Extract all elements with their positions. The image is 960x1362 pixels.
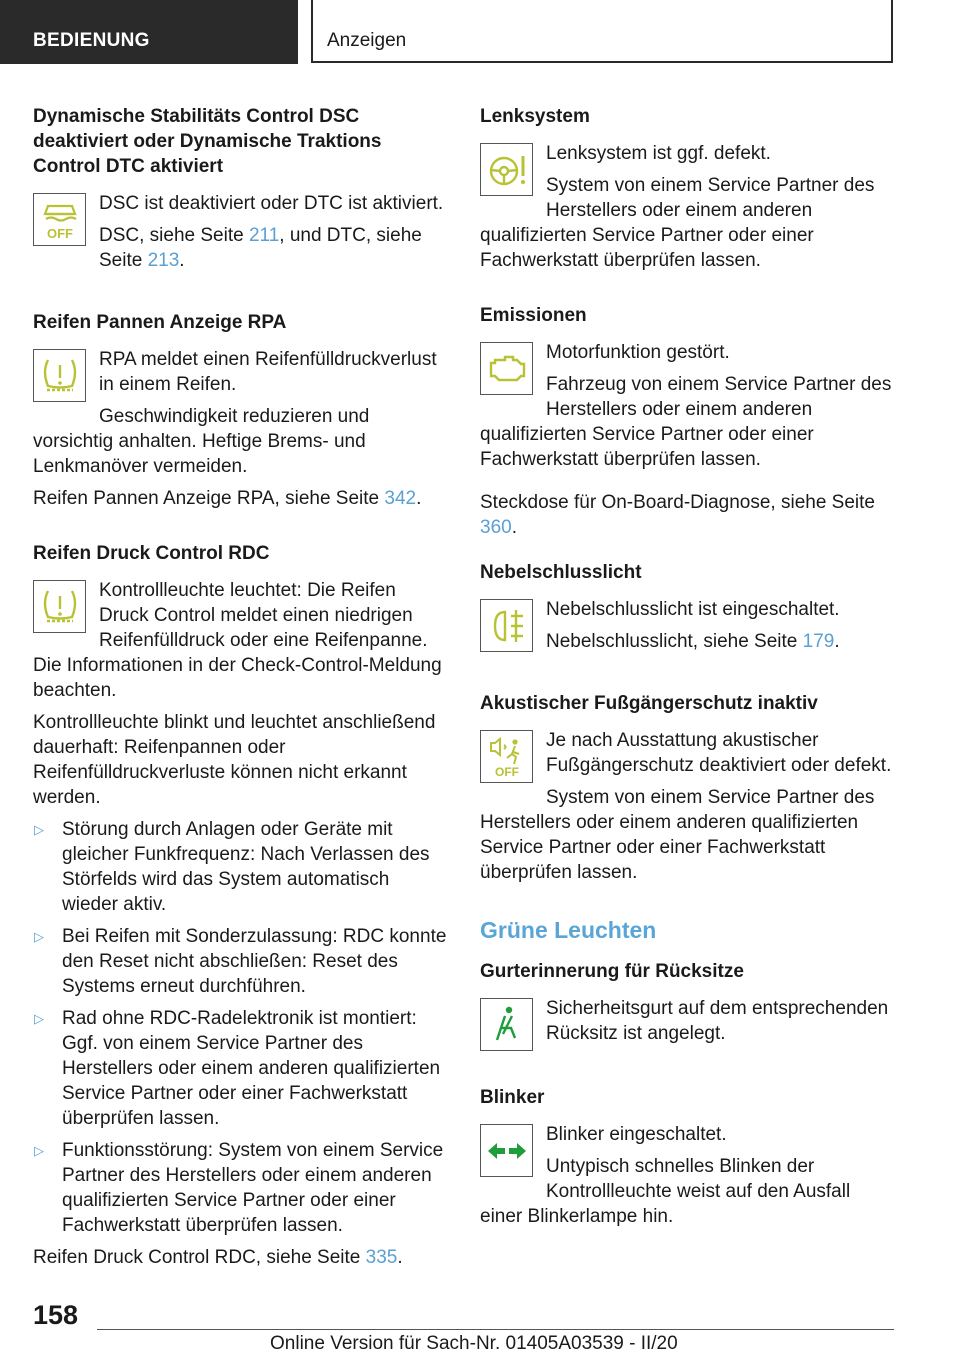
rdc-text-1: Kontrollleuchte leuchtet: Die Reifen Druck Control meldet einen niedrigen Reifenfülldruck oder eine Reifenpanne. Die Informationen in der Check-Control-Meldung beachten. — [33, 580, 442, 701]
gurt-title: Gurterinnerung für Rücksitze — [480, 961, 744, 982]
emis-title: Emissionen — [480, 305, 587, 326]
section-rdc — [33, 541, 449, 1270]
nebel-text-1: Nebelschlusslicht ist eingeschaltet. — [546, 599, 840, 620]
turn-signal-icon — [480, 1124, 533, 1177]
header-section — [0, 0, 298, 64]
footer-text: Online Version für Sach-Nr. 01405A03539 - II/20 — [270, 1333, 678, 1354]
tire-warning-icon — [33, 349, 86, 402]
section-lenksystem — [480, 104, 896, 273]
dsc-text-2: DSC, siehe Seite 211, und DTC, siehe Seite 213. — [99, 225, 422, 271]
gurt-text-1: Sicherheitsgurt auf dem entsprechenden Rücksitz ist angelegt. — [546, 998, 889, 1044]
svg-text:OFF: OFF — [46, 225, 73, 241]
dtc-page-link[interactable]: 213 — [147, 250, 180, 271]
right-column — [480, 104, 896, 1259]
dsc-title: Dynamische Stabilitäts Control DSC deaktiviert oder Dynamische Traktions Control DTC aktiviert — [33, 106, 382, 177]
section-blinker — [480, 1085, 896, 1229]
nebel-page-link[interactable]: 179 — [802, 631, 835, 652]
steering-warning-icon — [480, 143, 533, 196]
dsc-text-1: DSC ist deaktiviert oder DTC ist aktiviert. — [99, 193, 444, 214]
rpa-title: Reifen Pannen Anzeige RPA — [33, 312, 287, 333]
emis-page-link[interactable]: 360 — [480, 517, 512, 538]
section-rpa — [33, 310, 449, 511]
list-item: ▷ Rad ohne RDC-Radelektronik ist montiert: Ggf. von einem Service Partner des Herstellers oder einem anderen qualifizierten Service Partner oder einer Fachwerkstatt überprüfen lassen. — [34, 1008, 441, 1129]
emis-text-1: Motorfunktion gestört. — [546, 342, 730, 363]
emis-text-2: Fahrzeug von einem Service Partner des Herstellers oder einem anderen qualifizierten Service Partner oder einer Fachwerkstatt überprüfen lassen. — [480, 374, 892, 470]
page-number: 158 — [33, 1300, 79, 1330]
header-section-label: BEDIENUNG — [33, 30, 150, 51]
akust-text-2: System von einem Service Partner des Herstellers oder einem anderen qualifizierten Service Partner oder einer Fachwerkstatt überprüfen lassen. — [480, 787, 875, 883]
lenk-text-1: Lenksystem ist ggf. defekt. — [546, 143, 771, 164]
nebel-text-2: Nebelschlusslicht, siehe Seite 179. — [546, 631, 840, 652]
list-item: ▷ Störung durch Anlagen oder Geräte mit gleicher Funkfrequenz: Nach Verlassen des Störfelds wird das System automatisch wieder aktiv. — [34, 819, 430, 915]
akust-title: Akustischer Fußgängerschutz inaktiv — [480, 693, 818, 714]
nebel-title: Nebelschlusslicht — [480, 562, 642, 583]
pedestrian-off-icon — [480, 730, 533, 783]
section-akustik — [480, 691, 896, 885]
blink-title: Blinker — [480, 1087, 545, 1108]
rpa-text-1: RPA meldet einen Reifenfülldruckverlust in einem Reifen. — [99, 349, 437, 395]
rdc-title: Reifen Druck Control RDC — [33, 543, 270, 564]
rear-fog-icon — [480, 599, 533, 652]
section-gurt — [480, 959, 896, 1055]
akust-text-1: Je nach Ausstattung akustischer Fußgängerschutz deaktiviert oder defekt. — [546, 730, 892, 776]
list-item: ▷ Funktionsstörung: System von einem Service Partner des Herstellers oder einem anderen qualifizierten Service Partner oder einer Fachwerkstatt überprüfen lassen. — [34, 1140, 444, 1236]
engine-icon — [480, 342, 533, 395]
section-dsc — [33, 104, 449, 280]
header-chapter-label: Anzeigen — [327, 30, 407, 51]
lenk-title: Lenksystem — [480, 106, 590, 127]
blink-text-1: Blinker eingeschaltet. — [546, 1124, 727, 1145]
section-heading-gruene-leuchten: Grüne Leuchten — [480, 917, 657, 943]
rpa-text-2: Geschwindigkeit reduzieren und vorsichtig anhalten. Heftige Brems- und Lenkmanöver vermeiden. — [33, 406, 370, 477]
header-chapter — [311, 0, 893, 63]
rpa-page-link[interactable]: 342 — [384, 488, 417, 509]
dsc-off-icon — [33, 193, 86, 246]
tire-warning-icon — [33, 580, 86, 633]
rdc-text-2: Kontrollleuchte blinkt und leuchtet anschließend dauerhaft: Reifenpannen oder Reifenfülldruckverluste können nicht erkannt werden. — [33, 712, 436, 808]
footer-divider — [97, 1329, 894, 1330]
rdc-page-link[interactable]: 335 — [365, 1247, 398, 1268]
dsc-page-link[interactable]: 211 — [248, 225, 280, 246]
left-column — [33, 104, 449, 1300]
rdc-text-3: Reifen Druck Control RDC, siehe Seite 335. — [33, 1247, 403, 1268]
blink-text-2: Untypisch schnelles Blinken der Kontrollleuchte weist auf den Ausfall einer Blinkerlampe hin. — [480, 1156, 851, 1227]
lenk-text-2: System von einem Service Partner des Herstellers oder einem anderen qualifizierten Service Partner oder einer Fachwerkstatt überprüfen lassen. — [480, 175, 875, 271]
rdc-bullet-list — [33, 817, 449, 1238]
seatbelt-icon — [480, 998, 533, 1051]
svg-text:OFF: OFF — [494, 764, 519, 779]
list-item: ▷ Bei Reifen mit Sonderzulassung: RDC konnte den Reset nicht abschließen: Reset des Systems erneut durchführen. — [34, 926, 447, 997]
section-emissionen — [480, 303, 896, 540]
emis-text-3: Steckdose für On-Board-Diagnose, siehe Seite 360. — [480, 492, 875, 538]
section-nebel — [480, 560, 896, 661]
rpa-text-3: Reifen Pannen Anzeige RPA, siehe Seite 342. — [33, 488, 422, 509]
